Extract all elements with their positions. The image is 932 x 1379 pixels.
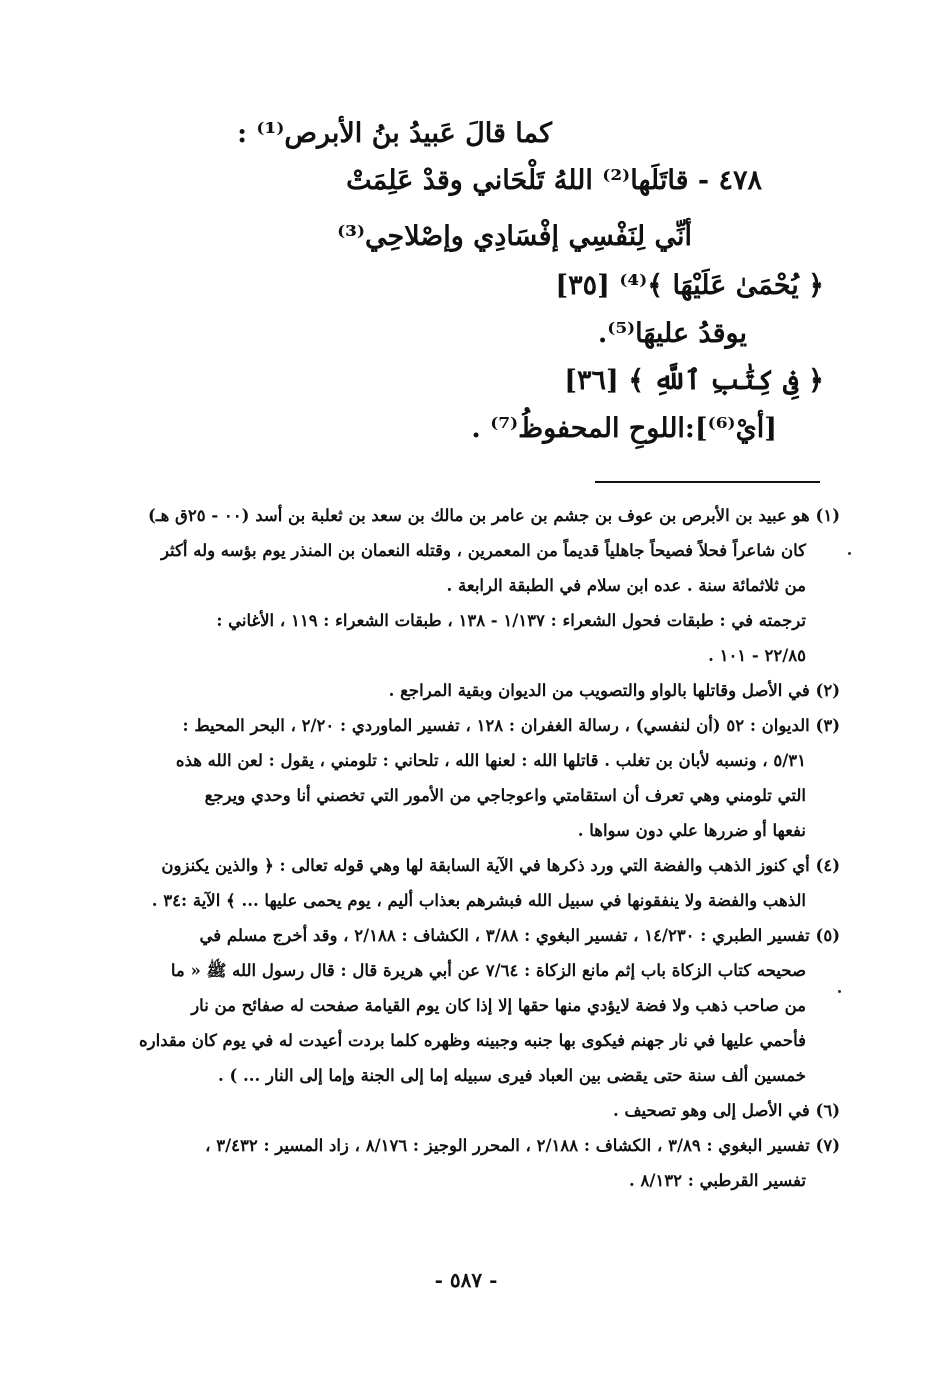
footnote-7 [118, 1130, 840, 1196]
footnote-2-line: (٢) في الأصل وقاتلها بالواو والتصويب من الديوان وبقية المراجع . [388, 681, 840, 700]
footnote-1-line: ٢٢/٨٥ - ١٠١ . [708, 646, 806, 665]
footnote-1-line: كان شاعراً فحلاً فصيحاً جاهلياً قديماً من المعمرين ، وقتله النعمان بن المنذر يوم بؤسه وله أكثر [160, 541, 806, 560]
footnote-3-line: نفعها أو ضررها علي دون سواها . [577, 821, 806, 840]
footnote-7-line: (٧) تفسير البغوي : ٣/٨٩ ، الكشاف : ٢/١٨٨ ، المحرر الوجيز : ٨/١٧٦ ، زاد المسير : ٣/٤٣٢ ، [205, 1136, 840, 1155]
scan-speck [848, 552, 851, 555]
page-number: - ٥٨٧ - [434, 1268, 498, 1292]
footnote-4-line: الذهب والفضة ولا ينفقونها في سبيل الله فبشرهم بعذاب أليم ، يوم يحمى عليها ... ﴾ الآية :٣٤ . [151, 891, 806, 910]
footnote-5-line: خمسين ألف سنة حتى يقضى بين العباد فيرى سبيله إما إلى الجنة وإما إلى النار ... ) . [217, 1066, 806, 1085]
quran-phrase-36: ﴿ فِى كِتَٰبِ ٱللَّهِ ﴾ [٣٦] [564, 365, 824, 396]
footnote-3 [118, 710, 840, 846]
intro-line: كما قالَ عَبيدُ بنُ الأبرص⁽¹⁾ : [237, 118, 552, 149]
footnote-5-line: فأحمي عليها في نار جهنم فيكوى بها جنبه وجبينه وظهره كلما بردت أعيدت له في يوم كان مقداره [139, 1031, 806, 1050]
footnote-3-line: (٣) الديوان : ٥٢ (أن لنفسي) ، رسالة الغفران : ١٢٨ ، تفسير الماوردي : ٢/٢٠ ، البحر المحيط : [182, 716, 840, 735]
footnote-7-line: تفسير القرطبي : ٨/١٣٢ . [629, 1171, 806, 1190]
footnote-5 [118, 920, 840, 1091]
scan-speck [838, 990, 841, 993]
footnote-3-line: التي تلومني وهي تعرف أن استقامتي واعوجاجي من الأمور التي تخصني أنا وحدي ويرجع [204, 786, 806, 805]
quran-phrase-35: ﴿ يُحْمَىٰ عَلَيْهَا ﴾⁽⁴⁾ [٣٥] [555, 270, 824, 301]
footnotes-section [118, 500, 840, 1200]
explanation-35: يوقدُ عليهَا⁽⁵⁾. [597, 318, 747, 349]
footnote-5-line: من صاحب ذهب ولا فضة لايؤدي منها حقها إلا إذا كان يوم القيامة صفحت له صفائح من نار [191, 996, 806, 1015]
footnote-1-line: من ثلاثمائة سنة . عده ابن سلام في الطبقة الرابعة . [446, 576, 806, 595]
footnote-1-line: ترجمته في : طبقات فحول الشعراء : ١/١٣٧ - ١٣٨ ، طبقات الشعراء : ١١٩ ، الأغاني : [216, 611, 806, 630]
footnote-divider [595, 481, 820, 483]
footnote-5-line: صحيحه كتاب الزكاة باب إثم مانع الزكاة : ٧/٦٤ عن أبي هريرة قال : قال رسول الله ﷺ « ما [170, 961, 806, 980]
verse-478-second-hemistich: أنِّي لِنَفْسِي إفْسَادِي وإصْلاحِي⁽³⁾ [337, 221, 692, 252]
footnote-1-line: (١) هو عبيد بن الأبرص بن عوف بن جشم بن عامر بن مالك بن سعد بن ثعلبة بن أسد (٠٠ - ٢٥ق هـ) [147, 506, 840, 525]
footnote-3-line: ٥/٣١ ، ونسبه لأبان بن تغلب . قاتلها الله : لعنها الله ، تلحاني : تلومني ، يقول : لعن الله هذه [175, 751, 806, 770]
footnote-6 [118, 1095, 840, 1126]
footnote-4-line: (٤) أي كنوز الذهب والفضة التي ورد ذكرها في الآية السابقة لها وهي قوله تعالى : ﴿ والذين يكنزون [161, 856, 840, 875]
footnote-4 [118, 850, 840, 916]
verse-478-first-hemistich: ٤٧٨ - قاتَلَها⁽²⁾ اللهُ تَلْحَاني وقدْ عَلِمَتْ [346, 165, 762, 196]
footnote-1 [118, 500, 840, 671]
footnote-5-line: (٥) تفسير الطبري : ١٤/٢٣٠ ، تفسير البغوي : ٣/٨٨ ، الكشاف : ٢/١٨٨ ، وقد أخرج مسلم في [199, 926, 840, 945]
explanation-36: [أيْ⁽⁶⁾]:اللوحِ المحفوظُ⁽⁷⁾ . [471, 413, 777, 444]
footnote-2 [118, 675, 840, 706]
footnote-6-line: (٦) في الأصل إلى وهو تصحيف . [612, 1101, 840, 1120]
